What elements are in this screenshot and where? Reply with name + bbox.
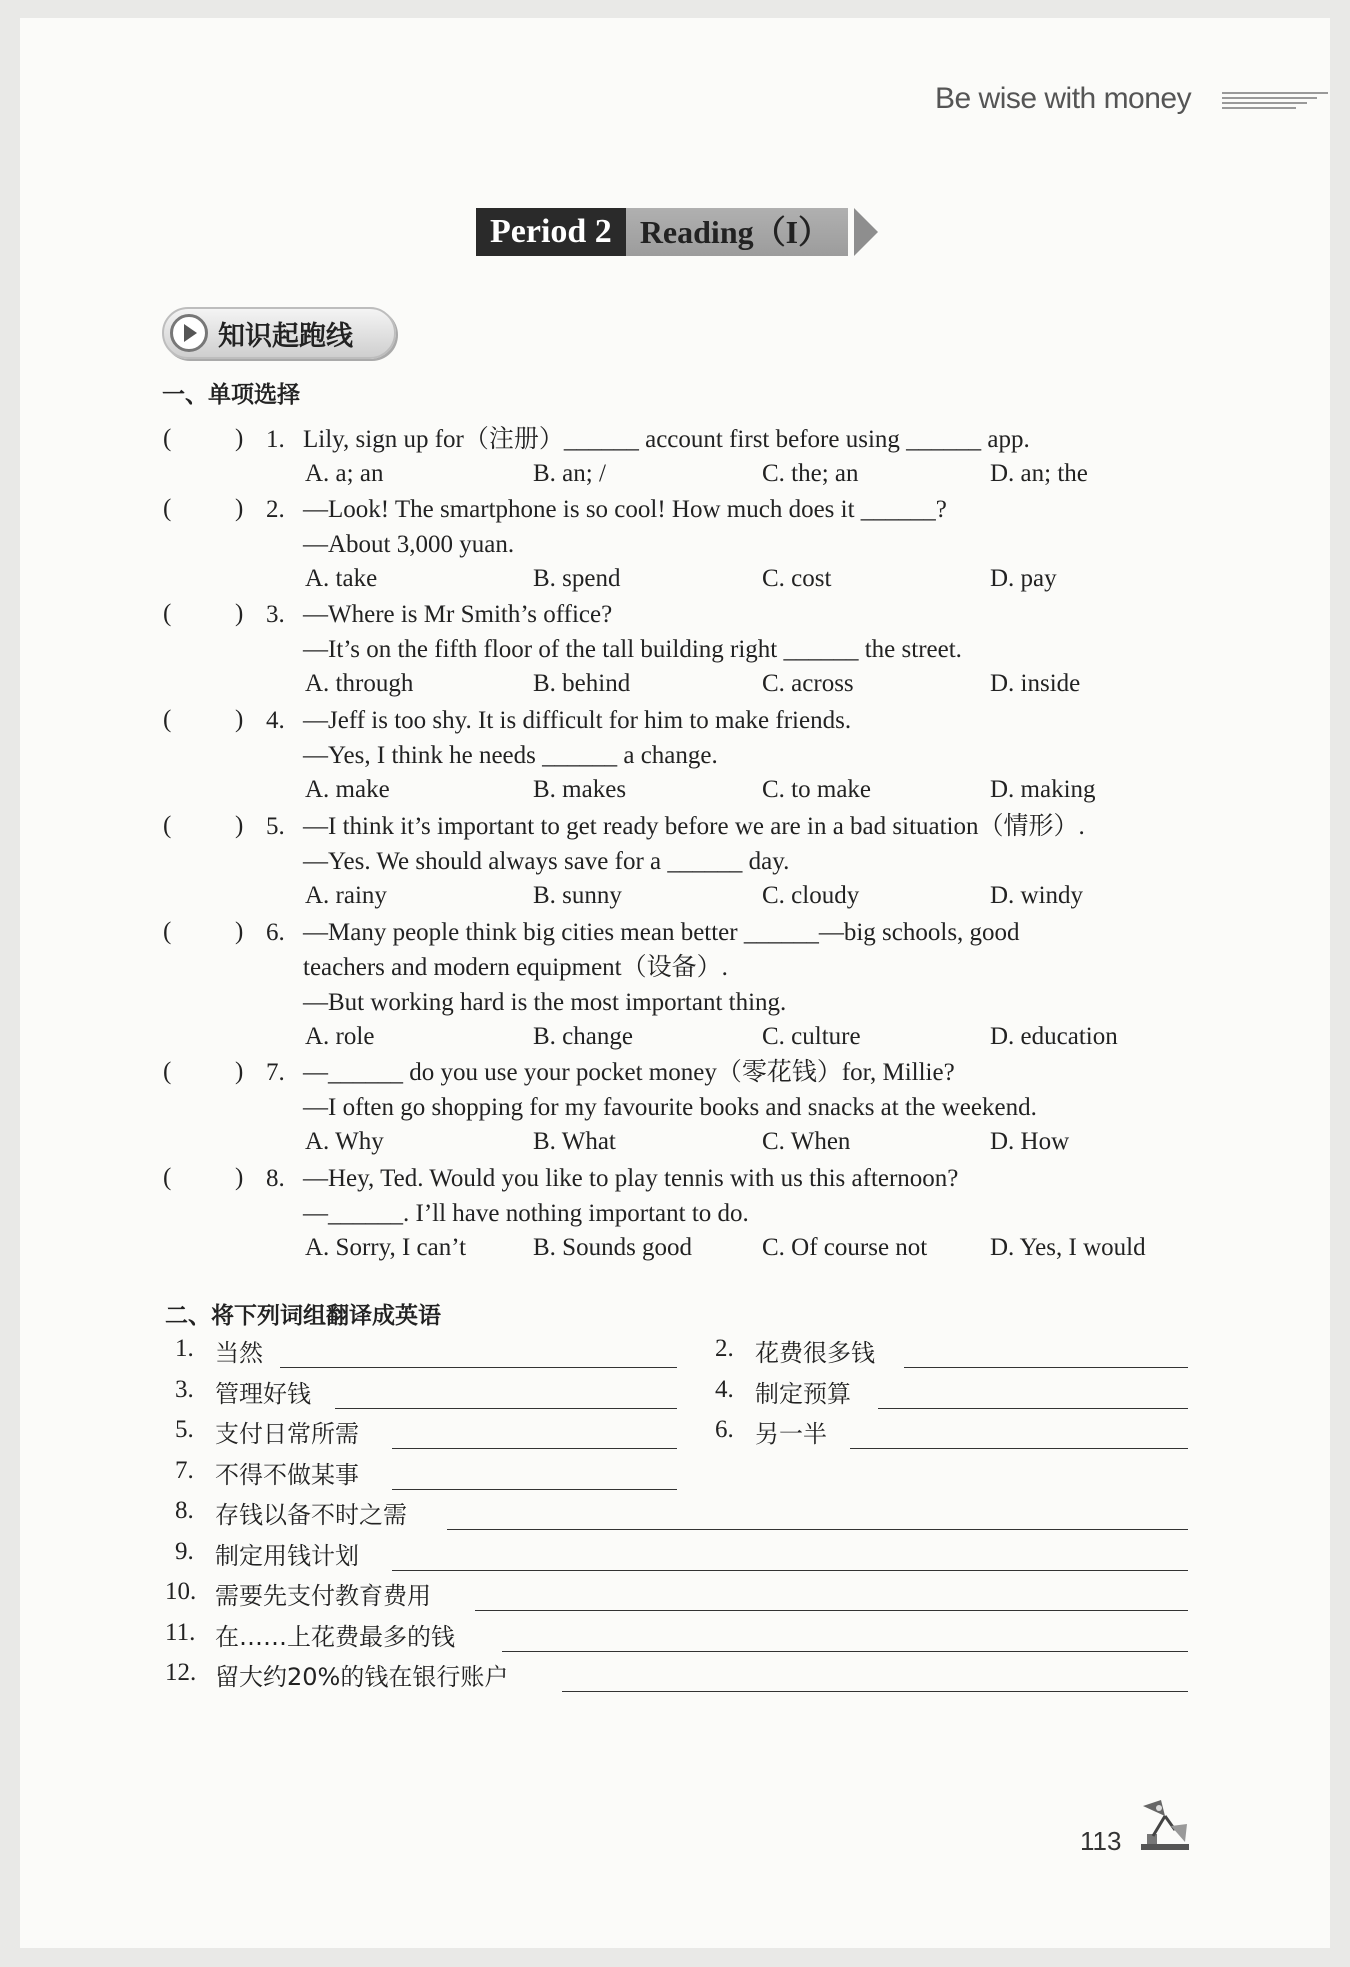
answer-paren-open: ( [163, 706, 172, 733]
item-number: 10. [165, 1578, 197, 1605]
question-line: —Jeff is too shy. It is difficult for him to make friends. [303, 707, 852, 734]
option-d: D. inside [990, 670, 1081, 697]
question-line: —Where is Mr Smith’s office? [303, 601, 613, 628]
option-a: A. rainy [305, 882, 387, 909]
question-line: teachers and modern equipment（设备）. [303, 954, 728, 981]
option-c: C. to make [762, 776, 872, 803]
option-c: C. cost [762, 565, 832, 592]
option-a: A. Why [305, 1128, 384, 1155]
answer-paren-close: ) [235, 918, 244, 945]
section1-title: 一、单项选择 [162, 382, 300, 408]
option-a: A. Sorry, I can’t [305, 1234, 467, 1261]
question-line: —Many people think big cities mean better ______—big schools, good [303, 919, 1020, 946]
item-chinese-text: 花费很多钱 [755, 1339, 875, 1367]
question-number: 7. [266, 1059, 285, 1086]
option-c: C. cloudy [762, 882, 860, 909]
question-number: 2. [266, 496, 285, 523]
question-line: —Hey, Ted. Would you like to play tennis with us this afternoon? [303, 1165, 959, 1192]
option-d: D. making [990, 776, 1096, 803]
option-d: D. windy [990, 882, 1084, 909]
item-chinese-text: 存钱以备不时之需 [215, 1501, 407, 1529]
question-line: —Yes, I think he needs ______ a change. [303, 742, 718, 769]
lesson-label: Reading（I） [626, 208, 848, 256]
answer-paren-open: ( [163, 812, 172, 839]
item-number: 7. [175, 1457, 194, 1484]
section2-title: 二、将下列词组翻译成英语 [165, 1303, 441, 1329]
answer-paren-open: ( [163, 1164, 172, 1191]
item-number: 12. [165, 1659, 197, 1686]
option-d: D. pay [990, 565, 1057, 592]
question-line: —I think it’s important to get ready before we are in a bad situation（情形）. [303, 813, 1085, 840]
answer-line[interactable] [392, 1568, 1188, 1571]
question-number: 3. [266, 601, 285, 628]
answer-paren-open: ( [163, 1058, 172, 1085]
answer-line[interactable] [502, 1649, 1188, 1652]
question-number: 4. [266, 707, 285, 734]
answer-paren-open: ( [163, 600, 172, 627]
option-d: D. How [990, 1128, 1070, 1155]
option-b: B. an; / [533, 460, 606, 487]
item-number: 4. [715, 1376, 734, 1403]
item-number: 2. [715, 1335, 734, 1362]
option-c: C. Of course not [762, 1234, 928, 1261]
answer-paren-close: ) [235, 495, 244, 522]
answer-line[interactable] [562, 1689, 1188, 1692]
item-chinese-text: 留大约20%的钱在银行账户 [215, 1663, 509, 1691]
question-line: —But working hard is the most important thing. [303, 989, 787, 1016]
option-b: B. behind [533, 670, 631, 697]
answer-line[interactable] [475, 1608, 1188, 1611]
option-b: B. sunny [533, 882, 622, 909]
answer-paren-close: ) [235, 706, 244, 733]
item-number: 1. [175, 1335, 194, 1362]
item-chinese-text: 当然 [215, 1339, 263, 1367]
answer-paren-close: ) [235, 812, 244, 839]
answer-slot[interactable] [175, 918, 231, 948]
option-c: C. the; an [762, 460, 859, 487]
answer-paren-open: ( [163, 495, 172, 522]
option-a: A. make [305, 776, 390, 803]
answer-line[interactable] [850, 1446, 1188, 1449]
answer-paren-open: ( [163, 425, 172, 452]
option-c: C. culture [762, 1023, 861, 1050]
answer-slot[interactable] [175, 706, 231, 736]
answer-slot[interactable] [175, 1058, 231, 1088]
answer-slot[interactable] [175, 1164, 231, 1194]
question-line: —Look! The smartphone is so cool! How much does it ______? [303, 496, 947, 523]
question-line: —______. I’ll have nothing important to do. [303, 1200, 749, 1227]
option-b: B. What [533, 1128, 616, 1155]
question-number: 5. [266, 813, 285, 840]
item-chinese-text: 制定预算 [755, 1380, 851, 1408]
item-chinese-text: 在……上花费最多的钱 [215, 1623, 455, 1651]
option-b: B. spend [533, 565, 621, 592]
option-d: D. Yes, I would [990, 1234, 1146, 1261]
question-line: —About 3,000 yuan. [303, 531, 515, 558]
header-decoration [1222, 92, 1328, 112]
question-line: —It’s on the fifth floor of the tall building right ______ the street. [303, 636, 962, 663]
answer-slot[interactable] [175, 425, 231, 455]
option-a: A. through [305, 670, 414, 697]
answer-slot[interactable] [175, 600, 231, 630]
answer-line[interactable] [280, 1365, 677, 1368]
answer-line[interactable] [878, 1406, 1188, 1409]
item-chinese-text: 另一半 [755, 1420, 827, 1448]
option-c: C. across [762, 670, 854, 697]
option-b: B. change [533, 1023, 633, 1050]
answer-line[interactable] [392, 1487, 677, 1490]
period-label: Period 2 [476, 208, 626, 256]
desk-lamp-icon [1135, 1796, 1195, 1852]
item-chinese-text: 管理好钱 [215, 1380, 311, 1408]
item-chinese-text: 支付日常所需 [215, 1420, 359, 1448]
arrow-right-icon [854, 208, 878, 256]
question-line: —I often go shopping for my favourite books and snacks at the weekend. [303, 1094, 1037, 1121]
option-a: A. take [305, 565, 378, 592]
option-d: D. education [990, 1023, 1118, 1050]
answer-line[interactable] [335, 1406, 677, 1409]
question-line: —Yes. We should always save for a ______ day. [303, 848, 790, 875]
answer-paren-close: ) [235, 1164, 244, 1191]
question-number: 6. [266, 919, 285, 946]
answer-paren-close: ) [235, 1058, 244, 1085]
item-number: 6. [715, 1416, 734, 1443]
item-chinese-text: 制定用钱计划 [215, 1542, 359, 1570]
answer-line[interactable] [447, 1527, 1188, 1530]
header-title: Be wise with money [935, 82, 1192, 115]
item-number: 3. [175, 1376, 194, 1403]
item-number: 8. [175, 1497, 194, 1524]
answer-slot[interactable] [175, 495, 231, 525]
play-icon [170, 314, 208, 352]
period-banner [476, 208, 878, 256]
option-b: B. makes [533, 776, 627, 803]
page-number: 113 [1080, 1826, 1122, 1856]
answer-paren-open: ( [163, 918, 172, 945]
item-number: 5. [175, 1416, 194, 1443]
question-line: Lily, sign up for（注册）______ account first before using ______ app. [303, 426, 1030, 453]
item-chinese-text: 需要先支付教育费用 [215, 1582, 431, 1610]
answer-paren-close: ) [235, 425, 244, 452]
section-badge [162, 307, 396, 359]
option-d: D. an; the [990, 460, 1088, 487]
answer-line[interactable] [392, 1446, 677, 1449]
option-a: A. role [305, 1023, 375, 1050]
answer-line[interactable] [904, 1365, 1188, 1368]
answer-slot[interactable] [175, 812, 231, 842]
item-chinese-text: 不得不做某事 [215, 1461, 359, 1489]
answer-paren-close: ) [235, 600, 244, 627]
option-b: B. Sounds good [533, 1234, 693, 1261]
option-a: A. a; an [305, 460, 384, 487]
item-number: 11. [165, 1619, 196, 1646]
question-number: 8. [266, 1165, 285, 1192]
item-number: 9. [175, 1538, 194, 1565]
question-line: —______ do you use your pocket money（零花钱）for, Millie? [303, 1059, 955, 1086]
option-c: C. When [762, 1128, 851, 1155]
badge-label: 知识起跑线 [218, 320, 353, 352]
question-number: 1. [266, 426, 285, 453]
